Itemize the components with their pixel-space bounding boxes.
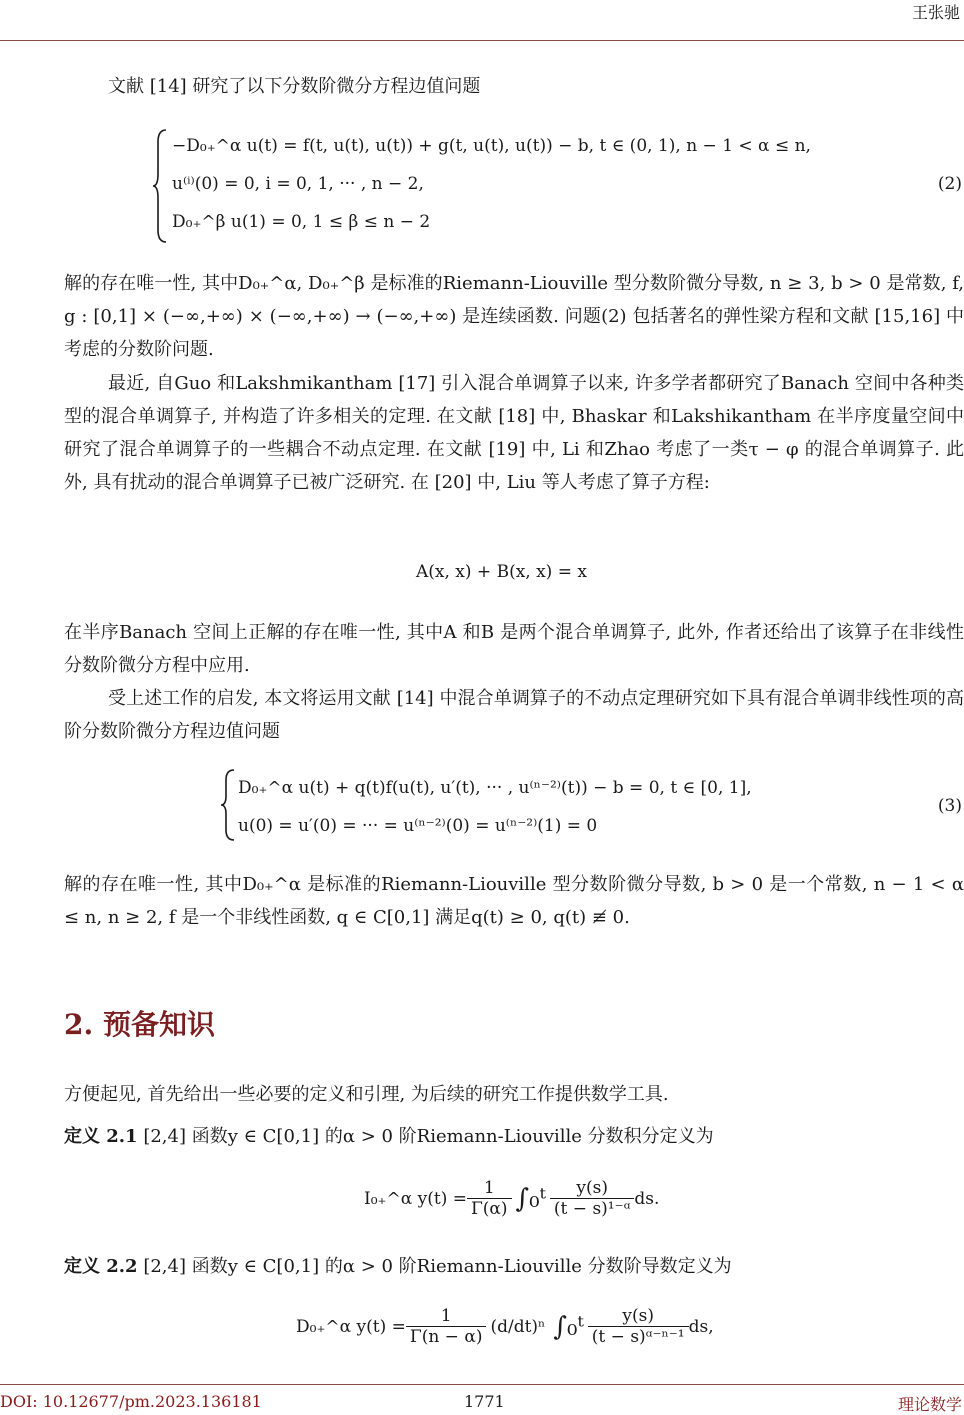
formula-tail: ds. xyxy=(634,1188,660,1209)
integral-sign: ∫₀ᵗ xyxy=(553,1311,584,1342)
definition-label: 定义 2.1 xyxy=(64,1126,138,1147)
equation-2-brace xyxy=(152,128,168,244)
footer-page-number: 1771 xyxy=(464,1392,505,1411)
equation-2-line-3: D₀₊^β u(1) = 0, 1 ≤ β ≤ n − 2 xyxy=(172,212,431,232)
equation-3-brace xyxy=(220,768,236,842)
definition-2-1 xyxy=(64,1120,964,1153)
formula-lhs: I₀₊^α y(t) = xyxy=(364,1188,467,1209)
footer-rule xyxy=(0,1384,964,1385)
equation-operator: A(x, x) + B(x, x) = x xyxy=(416,562,587,582)
formula-lhs: D₀₊^α y(t) = xyxy=(296,1316,406,1337)
paragraph-2: 解的存在唯一性, 其中D₀₊^α, D₀₊^β 是标准的Riemann-Liouville 型分数阶微分导数, n ≥ 3, b > 0 是常数, f, g : [0,1] × (−∞,+∞) × (−∞,+∞) → (−∞,+∞) 是连续函数. 问题(2) 包括著名的弹性梁方程和文献 [15,16] 中考虑的分数阶问题. xyxy=(64,273,964,360)
formula-fraction-2: $\frac{y(s)}{\text{(t − s)¹⁻ᵅ}}$ xyxy=(550,1178,634,1219)
formula-fraction: $\frac{1}{\Gamma(\alpha)}$ xyxy=(467,1178,512,1219)
paragraph-4: 在半序Banach 空间上正解的存在唯一性, 其中A 和B 是两个混合单调算子, 此外, 作者还给出了该算子在非线性分数阶微分方程中应用. xyxy=(64,622,964,676)
paragraph-5: 受上述工作的启发, 本文将运用文献 [14] 中混合单调算子的不动点定理研究如下具有混合单调非线性项的高阶分数阶微分方程边值问题 xyxy=(64,688,964,742)
header-author: 王张驰 xyxy=(911,3,960,22)
definition-2-2 xyxy=(64,1250,964,1283)
formula-fraction-2: $\frac{y(s)}{\text{(t − s)ᵅ⁻ⁿ⁻¹}}$ xyxy=(588,1306,689,1347)
equation-2-line-1: −D₀₊^α u(t) = f(t, u(t), u(t)) + g(t, u(t), u(t)) − b, t ∈ (0, 1), n − 1 < α ≤ n, xyxy=(172,136,811,156)
paragraph-3: 最近, 自Guo 和Lakshmikantham [17] 引入混合单调算子以来, 许多学者都研究了Banach 空间中各种类型的混合单调算子, 并构造了许多相关的定理. 在文献 [18] 中, Bhaskar 和Lakshikantham 在半序度量空间中研究了混合单调算子的一些耦合不动点定理. 在文献 [19] 中, Li 和Zhao 考虑了一类τ − φ 的混合单调算子. 此外, 具有扰动的混合单调算子已被广泛研究. 在 [20] 中, Liu 等人考虑了算子方程: xyxy=(64,373,964,493)
paragraph-1: 文献 [14] 研究了以下分数阶微分方程边值问题 xyxy=(108,76,481,97)
equation-3-line-1: D₀₊^α u(t) + q(t)f(u(t), u′(t), ··· , u⁽ⁿ⁻²⁾(t)) − b = 0, t ∈ [0, 1], xyxy=(238,778,752,798)
paragraph-7: 方便起见, 首先给出一些必要的定义和引理, 为后续的研究工作提供数学工具. xyxy=(64,1084,669,1105)
equation-3-number: (3) xyxy=(937,796,962,816)
equation-2-number: (2) xyxy=(937,174,962,194)
equation-2-line-2: u⁽ⁱ⁾(0) = 0, i = 0, 1, ··· , n − 2, xyxy=(172,174,424,194)
definition-text: [2,4] 函数y ∈ C[0,1] 的α > 0 阶Riemann-Liouville 分数阶导数定义为 xyxy=(143,1256,732,1277)
definition-label: 定义 2.2 xyxy=(64,1256,138,1277)
paragraph-6: 解的存在唯一性, 其中D₀₊^α 是标准的Riemann-Liouville 型分数阶微分导数, b > 0 是一个常数, n − 1 < α ≤ n, n ≥ 2, f 是一个非线性函数, q ∈ C[0,1] 满足q(t) ≥ 0, q(t) ≢ 0. xyxy=(64,874,964,928)
formula-fraction: $\frac{1}{\Gamma(n - \alpha)}$ xyxy=(406,1306,487,1347)
equation-3-line-2: u(0) = u′(0) = ··· = u⁽ⁿ⁻²⁾(0) = u⁽ⁿ⁻²⁾(1) = 0 xyxy=(238,816,598,836)
formula-tail: ds, xyxy=(688,1316,714,1337)
definition-2-1-formula xyxy=(364,1178,659,1219)
definition-text: [2,4] 函数y ∈ C[0,1] 的α > 0 阶Riemann-Liouville 分数积分定义为 xyxy=(143,1126,714,1147)
integral-sign: ∫₀ᵗ xyxy=(515,1183,546,1214)
section-title: 2. 预备知识 xyxy=(64,1008,215,1041)
header-rule xyxy=(0,40,964,41)
footer-doi[interactable]: DOI: 10.12677/pm.2023.136181 xyxy=(0,1392,262,1411)
footer-journal[interactable]: 理论数学 xyxy=(897,1395,962,1414)
derivative-operator: (d/dt)ⁿ xyxy=(490,1316,546,1337)
definition-2-2-formula xyxy=(296,1306,714,1347)
